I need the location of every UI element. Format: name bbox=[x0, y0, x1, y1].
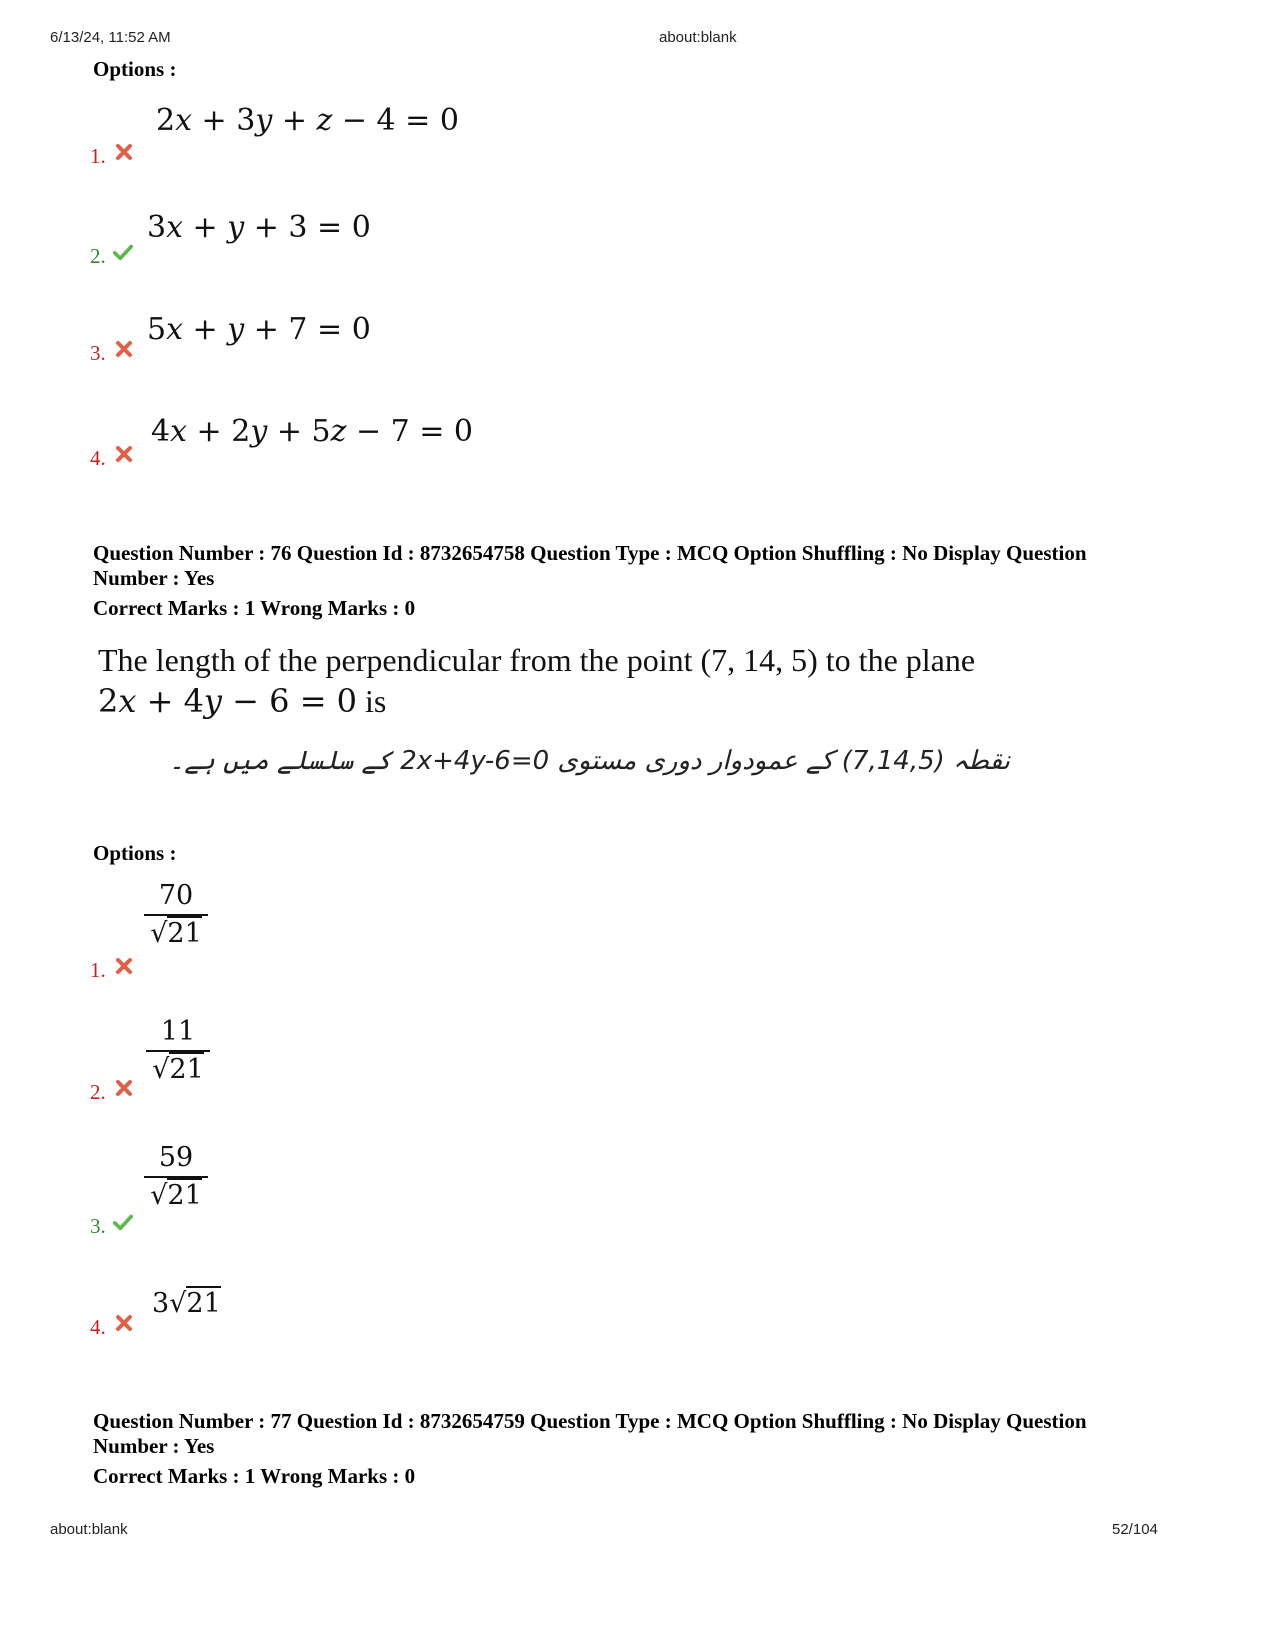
print-title: about:blank bbox=[659, 29, 737, 46]
option-fraction bbox=[146, 1016, 210, 1085]
check-icon bbox=[113, 242, 133, 262]
numerator: 59 bbox=[144, 1142, 208, 1178]
coefficient: 3 bbox=[152, 1288, 170, 1319]
option-equation: 3x + y + 3 = 0 bbox=[147, 210, 371, 245]
cross-icon bbox=[114, 142, 134, 162]
question-text-line2: 2x + 4y − 6 = 0 is bbox=[98, 682, 387, 720]
option-number: 3. bbox=[90, 341, 106, 365]
cross-icon bbox=[114, 1078, 134, 1098]
option-equation: 2x + 3y + z − 4 = 0 bbox=[156, 103, 459, 138]
numerator: 11 bbox=[146, 1016, 210, 1052]
constant: 7 bbox=[390, 414, 410, 449]
coefficient: 2 bbox=[231, 414, 251, 449]
option-fraction bbox=[144, 880, 208, 949]
urdu-text: نقطہ (7,14,5) کے عمودوار دوری مستوی 2x+4y-6=0 کے سلسلے میں ہے۔ bbox=[169, 746, 1010, 776]
cross-icon bbox=[114, 1313, 134, 1333]
constant: 3 bbox=[288, 210, 308, 245]
option-number: 4. bbox=[90, 446, 106, 470]
option-number: 2. bbox=[90, 244, 106, 268]
option-number: 3. bbox=[90, 1214, 106, 1238]
question-text-line1: The length of the perpendicular from the point (7, 14, 5) to the plane bbox=[98, 642, 976, 678]
question-meta: Question Number : 77 Question Id : 8732654759 Question Type : MCQ Option Shuffling : No Display Question bbox=[93, 1409, 1087, 1433]
print-footer-url: about:blank bbox=[50, 1521, 128, 1538]
coefficient: 4 bbox=[151, 414, 171, 449]
options-label: Options : bbox=[93, 841, 177, 865]
option-number: 1. bbox=[90, 144, 106, 168]
question-marks: Correct Marks : 1 Wrong Marks : 0 bbox=[93, 1464, 416, 1488]
print-page-number: 52/104 bbox=[1112, 1521, 1158, 1538]
option-number: 1. bbox=[90, 958, 106, 982]
denominator: √21 bbox=[150, 918, 202, 949]
question-meta-cont: Number : Yes bbox=[93, 566, 215, 590]
option-equation: 5x + y + 7 = 0 bbox=[147, 312, 371, 347]
coefficient: 3 bbox=[236, 103, 256, 138]
cross-icon bbox=[114, 444, 134, 464]
coefficient: 5 bbox=[311, 414, 331, 449]
check-icon bbox=[113, 1212, 133, 1232]
options-label: Options : bbox=[93, 57, 177, 81]
handwritten-urdu-translation bbox=[100, 742, 1030, 852]
coefficient: 2 bbox=[156, 103, 176, 138]
option-number: 2. bbox=[90, 1080, 106, 1104]
cross-icon bbox=[114, 339, 134, 359]
constant: 4 bbox=[376, 103, 396, 138]
constant: 7 bbox=[288, 312, 308, 347]
coefficient: 5 bbox=[147, 312, 167, 347]
option-radical: 3√21 bbox=[152, 1288, 221, 1319]
question-meta: Question Number : 76 Question Id : 8732654758 Question Type : MCQ Option Shuffling : No Display Question bbox=[93, 541, 1087, 565]
question-marks: Correct Marks : 1 Wrong Marks : 0 bbox=[93, 596, 416, 620]
question-text-end: is bbox=[365, 683, 387, 719]
cross-icon bbox=[114, 956, 134, 976]
option-number: 4. bbox=[90, 1315, 106, 1339]
print-datetime: 6/13/24, 11:52 AM bbox=[50, 29, 171, 46]
denominator: √21 bbox=[150, 1180, 202, 1211]
question-meta-cont: Number : Yes bbox=[93, 1434, 215, 1458]
denominator: √21 bbox=[152, 1054, 204, 1085]
coefficient: 3 bbox=[147, 210, 167, 245]
option-fraction bbox=[144, 1142, 208, 1211]
option-equation: 4x + 2y + 5z − 7 = 0 bbox=[151, 414, 474, 449]
numerator: 70 bbox=[144, 880, 208, 916]
radicand: 21 bbox=[186, 1288, 221, 1319]
